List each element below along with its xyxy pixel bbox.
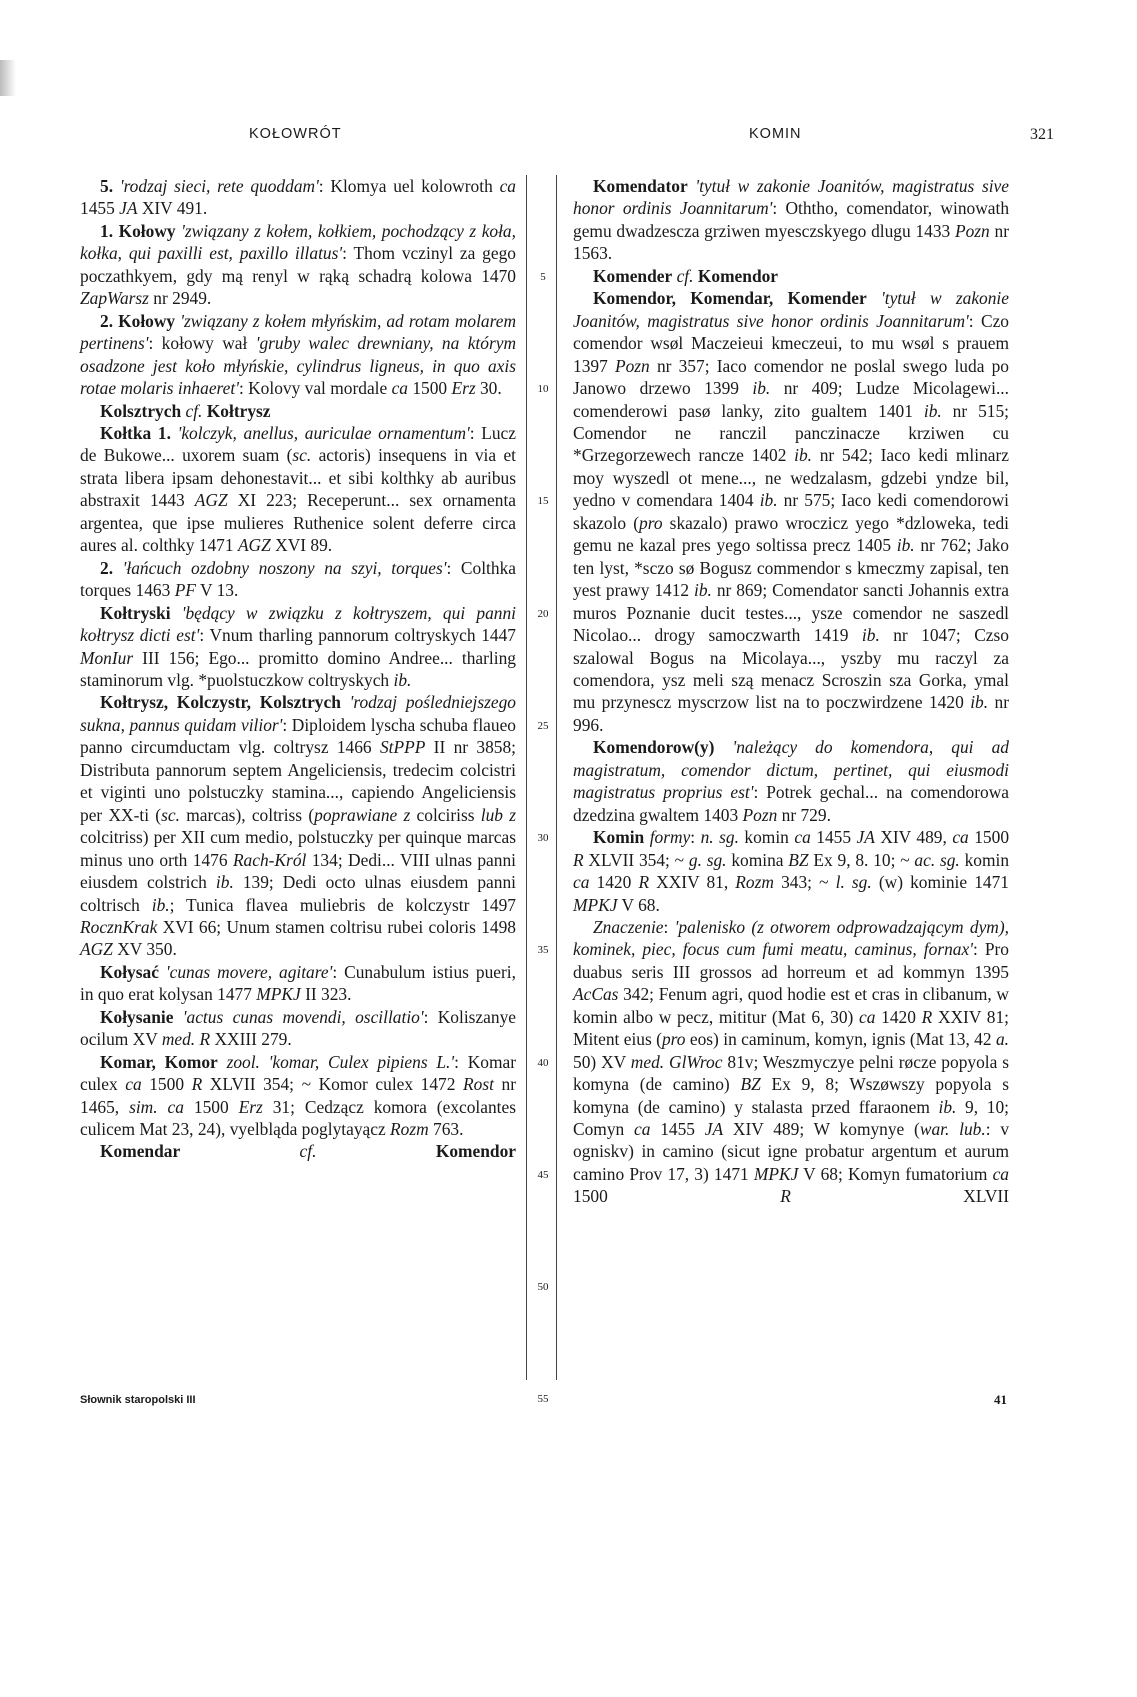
left-column [80,175,516,1163]
line-number: 25 [537,719,549,732]
line-number: 15 [537,495,549,508]
page-number: 321 [1030,126,1054,143]
dictionary-entry: Kołtryski 'będący w związku z kołtryszem, qui panni kołtrysz dicti est': Vnum tharling pannorum coltryskych 1447 MonIur III 156; Ego... promitto domino Andree... tharling staminorum vlg. *puolstuczkow coltryskych ib. [80,602,516,690]
dictionary-entry: Komendar cf. Komendor [100,1141,516,1162]
dictionary-entry: 1. Kołowy 'związany z kołem, kołkiem, pochodzący z koła, kołka, qui paxilli est, paxillo illatus': Thom vczinyl za gego poczathkyem, gdy mą renyl w rąką schadrą kolowa 1470 ZapWarsz nr 2949. [80,220,516,309]
dictionary-entry: Komar, Komor zool. 'komar, Culex pipiens L.': Komar culex ca 1500 R XLVII 354; ~ Komor culex 1472 Rost nr 1465, sim. ca 1500 Erz 31; Cedzącz komora (excolantes culicem Mat 23, 24), vyelbląda poglytayącz Rozm 763. [80,1051,516,1140]
dictionary-entry: Znaczenie: 'palenisko (z otworem odprowadzającym dym), kominek, piec, focus cum fumi meatu, caminus, fornax': Pro duabus seris III grossos ad horreum et ad kommyn 1395 AcCas 342; Fenum agri, quod hodie est et cras in clibanum, w komin albo w pecz, mititur (Mat 6, 30) ca 1420 R XXIV 81; Mitent eius (pro eos) in caminum, komyn, ignis (Mat 13, 42 a. 50) XV med. GlWroc 81v; Weszmyczye pelni røcze popyola s komyna (de camino) BZ Ex 9, 8; Wszøwszy popyola s komyna (de camino) y stalasta przed ffaraonem ib. 9, 10; Comyn ca 1455 JA XIV 489; W komynye (war. lub.: v ogniskv) in camino (sicut igne probatur argentum et aurum camino Prov 17, 3) 1471 MPKJ V 68; Komyn fumatorium ca 1500 R XLVII [573,916,1010,1207]
dictionary-entry: Komin formy: n. sg. komin ca 1455 JA XIV 489, ca 1500 R XLVII 354; ~ g. sg. komina BZ Ex 9, 8. 10; ~ ac. sg. komin ca 1420 R XXIV 81, Rozm 343; ~ l. sg. (w) kominie 1471 MPKJ V 68. [573,827,1010,915]
line-number: 40 [537,1056,549,1069]
line-number: 35 [537,944,549,957]
dictionary-entry: 2. 'łańcuch ozdobny noszony na szyi, torques': Colthka torques 1463 PF V 13. [80,557,516,601]
footer-signature: Słownik staropolski III [80,1394,196,1406]
column-rule-right [556,175,557,1380]
line-number: 45 [537,1168,549,1181]
dictionary-entry: Komendorow(y) 'należący do komendora, qui ad magistratum, comendor dictum, pertinet, qui eiusmodi magistratus proprius est': Potrek gechal... na comendorowa dzedzina gwaltem 1403 Pozn nr 729. [573,737,1009,825]
footer-sheet-number: 41 [994,1392,1007,1407]
dictionary-entry: Kołtka 1. 'kolczyk, anellus, auriculae ornamentum': Lucz de Bukowe... uxorem suam (sc. actoris) insequens in via et strata libera ipsam dehonestavit... et sibi kolthky ab auribus abstraxit 1443 AGZ XI 223; Receperunt... sex ornamenta argentea, que ipse mulieres Ruthenice solent deferre circa aures al. colthky 1471 AGZ XVI 89. [80,422,517,556]
dictionary-entry: Komendor, Komendar, Komender 'tytuł w zakonie Joanitów, magistratus sive honor ordinis Joannitarum': Czo comendor wsøl Maczeieui kmeczeui, to mu wsøl s prauem 1397 Pozn nr 357; Iaco comendor ne poslal swego luda po Janowo drzewo 1399 ib. nr 409; Ludze Micolagewi... comenderowi pasø lanky, zito gualtem 1401 ib. nr 515; Comendor ne ranczil panczinacze krziwen cu *Grzegorzewech rancze 1402 ib. nr 542; Iaco kedi mlinarz moy wyszedl ot mene..., ne wedzalasm, gdzebi yndze bil, yedno v comendara 1404 ib. nr 575; Iaco kedi comendorowi skazolo (pro skazalo) prawo wroczicz yego *dzloweka, tedi gemu ne kazal pres yego soltissa precz 1405 ib. nr 762; Jako ten lyst, *sczo sø Bogusz commendor s kmeczmy zapisal, ten yest prawy 1412 ib. nr 869; Comendator sancti Johannis extra muros Poznanie ducit testes..., ysze comendor ne saszedl Nicolao... drogy samoczwarth 1419 ib. nr 1047; Czso szalowal Bogus na Micolaya..., yszby mu raczyl za comendora, ysz meli szą menacz Scroszin sza Gorka, ymal mu przynescz myscrzow list na to poczwirdzene 1420 ib. nr 996. [573,288,1010,735]
line-number: 10 [537,383,549,396]
line-number: 30 [537,832,549,845]
dictionary-entry: 2. Kołowy 'związany z kołem młyńskim, ad rotam molarem pertinens': kołowy wał 'gruby walec drewniany, na którym osadzone jest koło młyńskie, cylindrus ligneus, in quo axis rotae molaris inhaeret': Kolovy val mordale ca 1500 Erz 30. [80,310,517,399]
dictionary-entry: Kolsztrych cf. Kołtrysz [100,400,271,421]
dictionary-entry: Komender cf. Komendor [593,265,779,286]
column-rule-left [526,175,527,1380]
running-head-right: KOMIN [749,126,802,142]
right-column [573,175,1009,1208]
line-number: 5 [540,270,546,283]
dictionary-entry: Kołysać 'cunas movere, agitare': Cunabulum istius pueri, in quo erat kolysan 1477 MPKJ II 323. [80,961,516,1005]
dictionary-entry: Kołysanie 'actus cunas movendi, oscillatio': Koliszanye ocilum XV med. R XXIII 279. [80,1006,516,1050]
dictionary-entry: Kołtrysz, Kolczystr, Kolsztrych 'rodzaj pośledniejszego sukna, pannus quidam vilior': Diploidem lyscha schuba flaueo panno circumductam vlg. coltrysz 1466 StPPP II nr 3858; Distributa pannorum septem Angeliciensis, tredecim colcistri et viginti uno polstuczky stamina..., capiendo Angeliciensis per XX-ti (sc. marcas), coltriss (poprawiane z colciriss lub z colcitriss) per XII cum medio, polstuczky per quinque marcas minus uno orth 1476 Rach-Król 134; Dedi... VIII ulnas panni eiusdem colstrich ib. 139; Dedi octo ulnas eiusdem panni coltrisch ib.; Tunica flavea muliebris de kolczystr 1497 RocznKrak XVI 66; Unum stamen coltrisu rubei coloris 1498 AGZ XV 350. [80,692,517,960]
scan-edge-shadow [0,60,16,96]
line-number: 50 [537,1281,549,1294]
dictionary-entry: Komendator 'tytuł w zakonie Joanitów, magistratus sive honor ordinis Joannitarum': Oththo, comendator, winowath gemu dwadzescza grziwen myesczskyego dlugu 1433 Pozn nr 1563. [573,176,1010,264]
dictionary-entry: 5. 'rodzaj sieci, rete quoddam': Klomya uel kolowroth ca 1455 JA XIV 491. [80,176,516,219]
line-number: 20 [537,607,549,620]
running-head-left: KOŁOWRÓT [249,126,342,142]
line-number: 55 [537,1393,549,1406]
